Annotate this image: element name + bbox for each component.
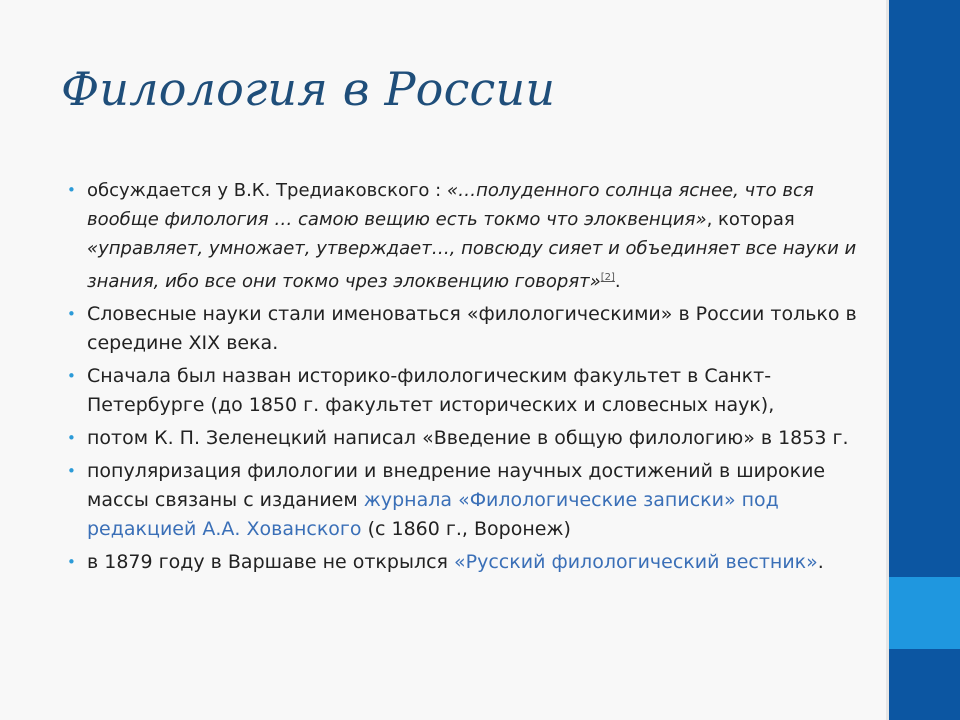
vestnik-link[interactable]: «Русский филологический вестник»	[454, 551, 818, 573]
bullet-dot-icon: •	[67, 305, 76, 323]
bullet-item-warsaw	[67, 548, 857, 577]
bullet-text: .	[817, 551, 824, 573]
bullet-text: Сначала был назван историко-филологическим факультет в Санкт-Петербурге (до 1850 г. факультет исторических и словесных наук),	[87, 365, 775, 416]
right-band-accent	[889, 577, 960, 649]
bullet-text: в 1879 году в Варшаве не открылся	[87, 551, 455, 573]
bullet-item-trediakovsky	[67, 176, 857, 296]
bullet-item-faculty	[67, 362, 857, 420]
journal-link[interactable]: журнала «Филологические записки» под редакцией А.А. Хованского	[87, 489, 779, 540]
bullet-text: Словесные науки стали именоваться «филологическими» в России только в середине XIX века.	[87, 303, 857, 354]
bullet-dot-icon: •	[67, 429, 76, 447]
bullet-item-naming	[67, 300, 857, 358]
bullet-dot-icon: •	[67, 181, 76, 199]
quote-text: «…полуденного солнца яснее, что вся вообще филология … самою вещию есть токмо что элоквенция»	[87, 180, 814, 230]
bullet-dot-icon: •	[67, 367, 76, 385]
bullet-text: потом К. П. Зеленецкий написал «Введение в общую филологию» в 1853 г.	[87, 427, 849, 449]
quote-text: «управляет, умножает, утверждает…, повсюду сияет и объединяет все науки и знания, ибо все они токмо чрез элоквенцию говорят»	[87, 238, 857, 292]
slide-title: Филология в России	[61, 62, 556, 116]
bullet-text: (с 1860 г., Воронеж)	[361, 518, 571, 540]
bullet-text: .	[614, 271, 621, 292]
bullet-dot-icon: •	[67, 553, 76, 571]
bullet-text: обсуждается у В.К. Тредиаковского :	[87, 180, 447, 201]
footnote-link[interactable]: [2]	[600, 272, 615, 283]
bullet-text: популяризация филологии и внедрение научных достижений в широкие массы связаны с изданием	[87, 460, 826, 511]
bullet-text: , которая	[706, 209, 795, 230]
bullet-list	[67, 176, 857, 581]
bullet-item-popularization	[67, 457, 857, 544]
bullet-dot-icon: •	[67, 462, 76, 480]
bullet-item-zelenetsky	[67, 424, 857, 453]
